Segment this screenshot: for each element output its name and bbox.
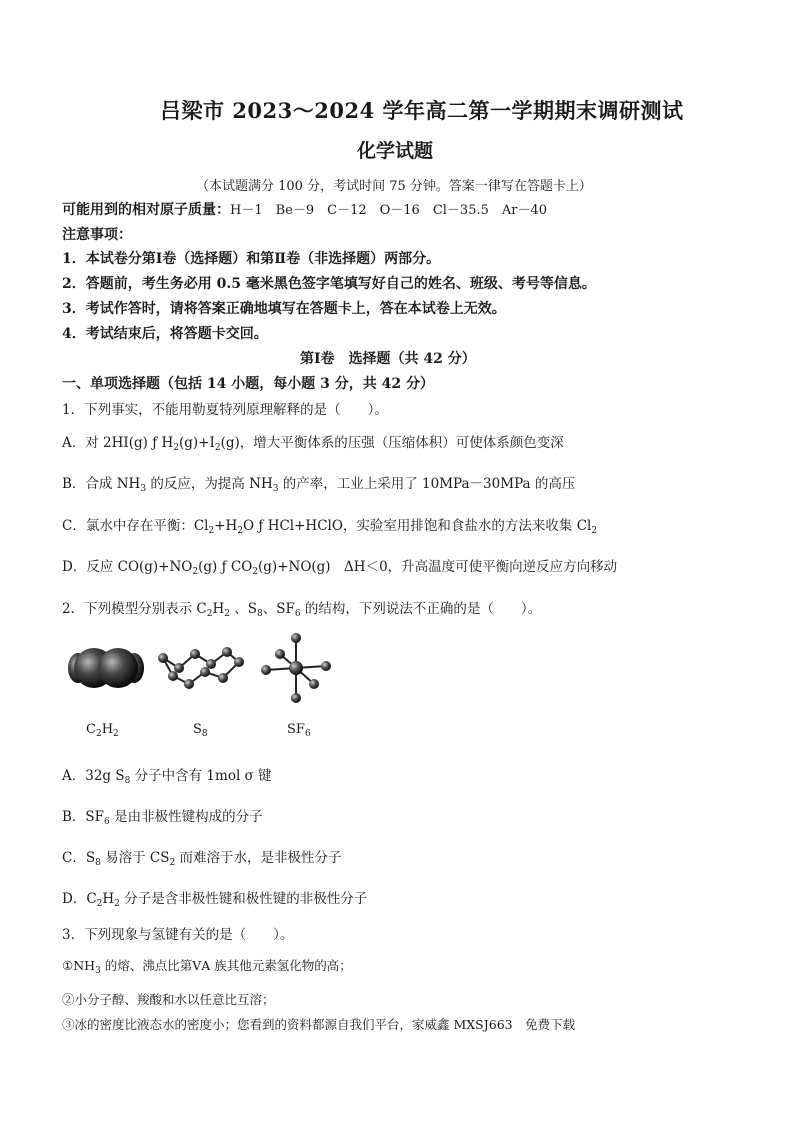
sf6-model-image [258, 632, 334, 704]
notices-heading: 注意事项： [62, 227, 132, 243]
q3-item-1: $①NH_3$ 的熔、沸点比第ⅤA 族其他元素氢化物的高； [62, 958, 352, 976]
q2-option-a: A．32g $S_8$ 分子中含有 1mol σ 键 [62, 768, 272, 786]
atomic-masses-values: H－1 Be－9 C－12 O－16 Cl－35.5 Ar－40 [230, 203, 548, 218]
notice-item: 4．考试结束后，将答题卡交回。 [62, 326, 268, 342]
notice-item: 3．考试作答时，请将答案正确地填写在答题卡上，答在本试卷上无效。 [62, 301, 506, 317]
q1-option-d: D．反应 $CO(g)+NO_2(g)$ ƒ $CO_2(g)+NO(g)$ ΔH＜0，升高温度可使平衡向逆反应方向移动 [62, 559, 618, 577]
q2-stem: 2．下列模型分别表示 $C_2H_2$ 、$S_8$、$SF_6$ 的结构，下列说法不正确的是（ ）。 [62, 601, 542, 619]
sf6-caption: $SF_6$ [287, 722, 311, 739]
q2-option-b: B．$SF_6$ 是由非极性键构成的分子 [62, 809, 263, 827]
part1-heading: 第Ⅰ卷 选择题（共 42 分） [300, 351, 476, 367]
exam-note: （本试题满分 100 分，考试时间 75 分钟。答案一律写在答题卡上） [196, 179, 592, 194]
exam-title: 吕梁市 2023～2024 学年高二第一学期期末调研测试 [160, 98, 684, 123]
q3-item-3: ③冰的密度比液态水的密度小；您看到的资料都源自我们平台，家威鑫 MXSJ663 免费下载 [62, 1017, 576, 1032]
q3-item-2: ②小分子醇、羧酸和水以任意比互溶； [62, 992, 275, 1007]
notice-item: 2．答题前，考生务必用 0.5 毫米黑色签字笔填写好自己的姓名、班级、考号等信息。 [62, 276, 596, 292]
q1-option-a: A．对 2HI(g) ƒ $H_2(g)+I_2(g)$，增大平衡体系的压强（压缩体积）可使体系颜色变深 [62, 435, 564, 453]
section-heading: 一、单项选择题（包括 14 小题，每小题 3 分，共 42 分） [62, 376, 434, 392]
notice-item: 1．本试卷分第Ⅰ卷（选择题）和第Ⅱ卷（非选择题）两部分。 [62, 251, 441, 267]
q3-stem: 3．下列现象与氢键有关的是（ ）。 [62, 927, 294, 943]
q1-option-c: C．氯水中存在平衡：$Cl_2+H_2O$ ƒ HCl+HClO，实验室用排饱和食盐水的方法来收集 $Cl_2$ [62, 518, 598, 536]
c2h2-caption: $C_2H_2$ [86, 722, 119, 739]
q2-option-c: C．$S_8$ 易溶于 $CS_2$ 而难溶于水，是非极性分子 [62, 850, 342, 868]
s8-model-image [155, 640, 245, 696]
c2h2-model-image [66, 640, 146, 696]
atomic-masses [62, 199, 547, 219]
atomic-masses-label: 可能用到的相对原子质量： [62, 202, 230, 218]
exam-subtitle: 化学试题 [357, 140, 434, 162]
q1-stem: 1．下列事实，不能用勒夏特列原理解释的是（ ）。 [62, 402, 388, 418]
q2-option-d: D．$C_2H_2$ 分子是含非极性键和极性键的非极性分子 [62, 891, 368, 909]
q1-option-b: B．合成 $NH_3$ 的反应，为提高 $NH_3$ 的产率，工业上采用了 10MPa－30MPa 的高压 [62, 476, 576, 494]
s8-caption: $S_8$ [193, 722, 208, 739]
